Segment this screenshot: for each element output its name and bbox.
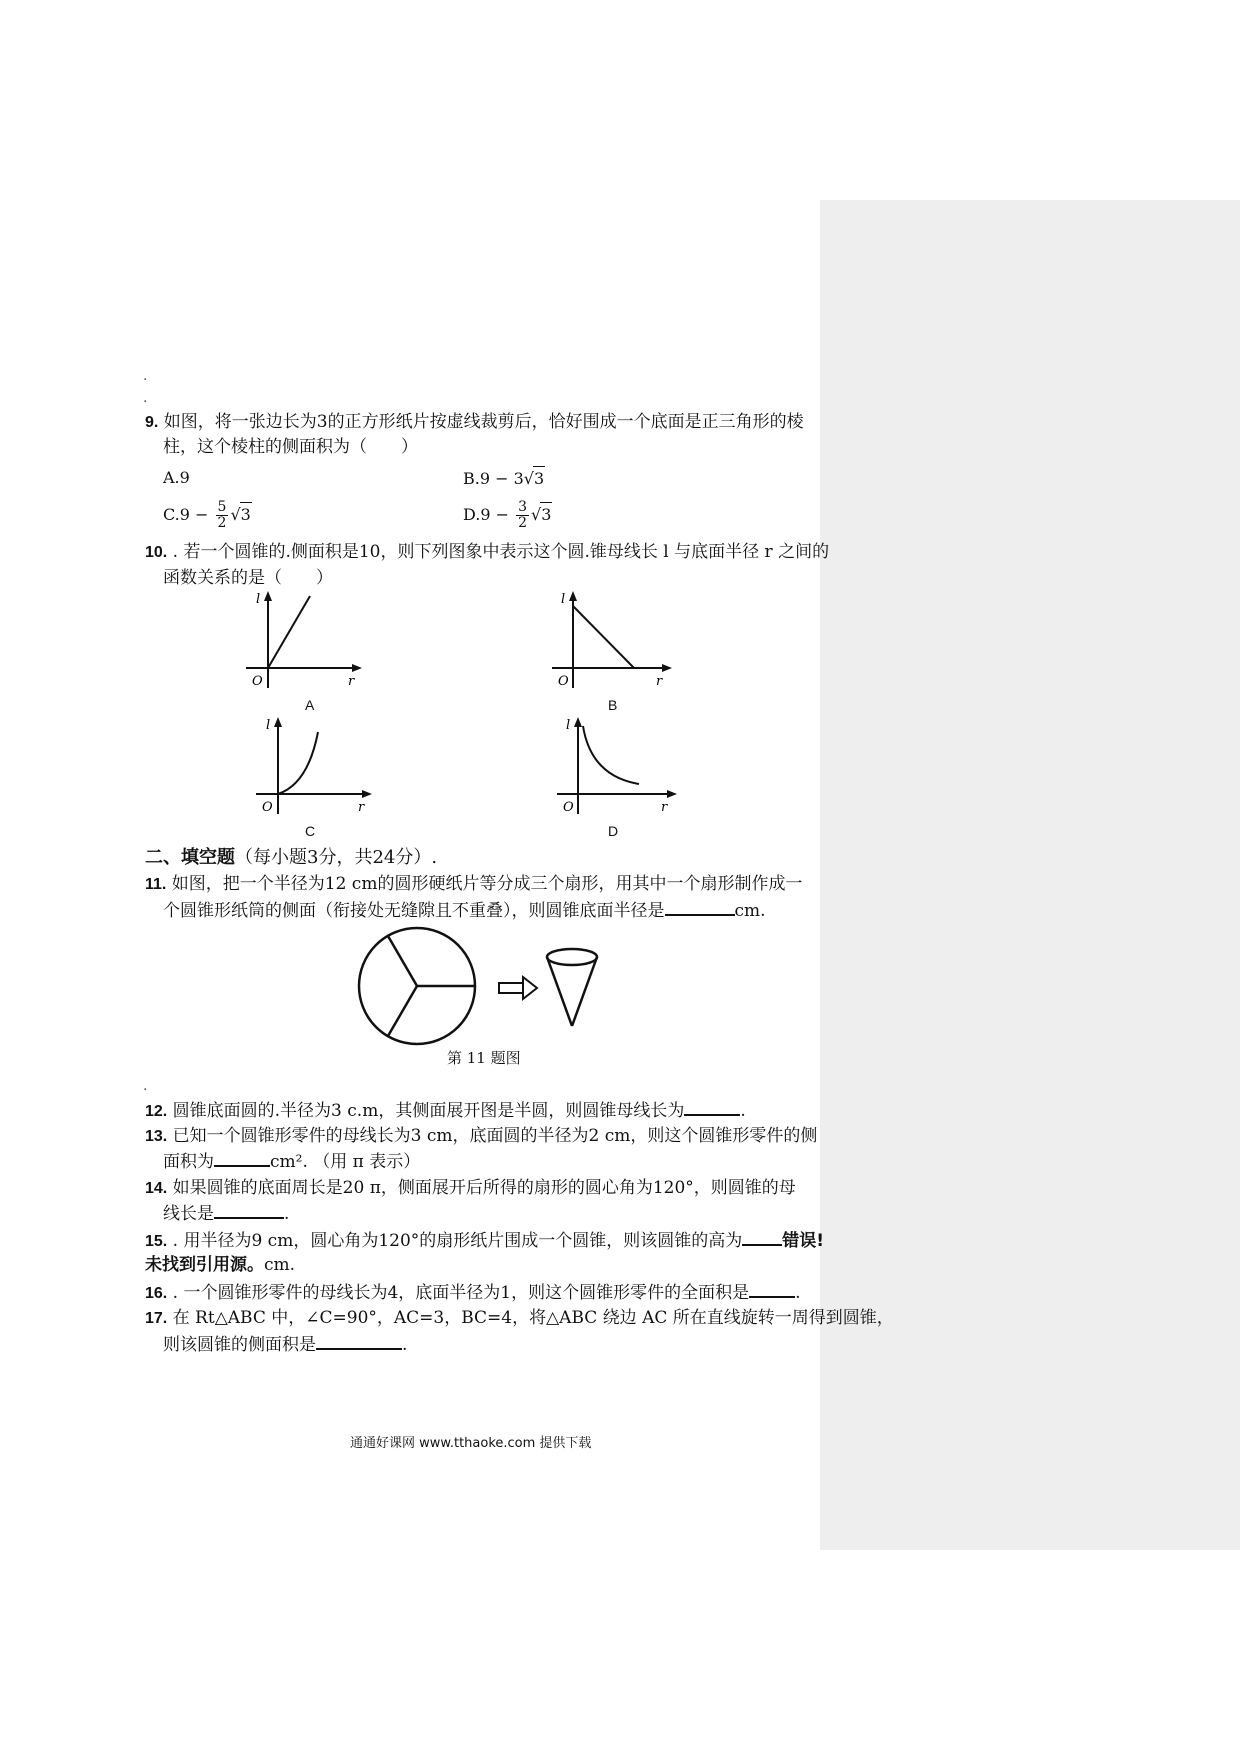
svg-text:l: l [566,718,571,733]
q9-option-d-fraction: $\frac{3}{2}$ [518,499,528,531]
stray-mark: . [143,390,148,406]
q14-line2: 线长是 . [163,1201,289,1226]
svg-text:r: r [348,674,355,689]
q9-line2: 柱，这个棱柱的侧面积为（ ） [163,437,418,457]
q11-line1: 11. 如图，把一个半径为12 cm的圆形硬纸片等分成三个扇形，用其中一个扇形制作成一 [145,874,803,894]
stray-mark: . [143,1078,148,1094]
arrow-right-icon [499,977,537,999]
graph-b-curve [573,606,634,668]
q10-line2: 函数关系的是（ ） [163,568,333,588]
q12-answer-blank [684,1098,740,1116]
q10-line1: 10. . 若一个圆锥的.侧面积是10，则下列图象中表示这个圆.锥母线长 l 与底面半径 r 之间的 [145,542,830,562]
q14-answer-blank [214,1201,284,1219]
svg-text:O: O [563,800,574,815]
svg-text:O: O [252,674,263,689]
q17-line2: 则该圆锥的侧面积是 . [163,1332,407,1357]
q10-graph-a [238,588,368,698]
graph-c-curve [278,732,318,794]
svg-text:O: O [262,800,273,815]
q11-figure-caption: 第 11 题图 [447,1049,521,1067]
q16-line: 16. . 一个圆锥形零件的母线长为4，底面半径为1，则这个圆锥形零件的全面积是 . [145,1280,801,1306]
q10-graph-c [248,714,378,824]
comment-pane [820,200,1240,1550]
q9-option-c-fraction: $\frac{5}{2}$ [217,499,227,531]
svg-text:O: O [558,674,569,689]
q13-line2: 面积为 cm². （用 π 表示） [163,1149,420,1174]
q9-line1: 9. 如图，将一张边长为3的正方形纸片按虚线裁剪后，恰好围成一个底面是正三角形的棱 [145,412,804,432]
svg-text:r: r [358,800,365,815]
svg-text:r: r [656,674,663,689]
q13-line1: 13. 已知一个圆锥形零件的母线长为3 cm，底面圆的半径为2 cm，则这个圆锥形零件的侧 [145,1126,818,1146]
q9-option-a: A.9 [163,468,190,487]
svg-text:l: l [561,592,566,607]
page-footer: 通通好课网 www.tthaoke.com 提供下载 [350,1436,592,1451]
section-fill-in-blank-header: 二、填空题（每小题3分，共24分）. [145,847,438,868]
q17-line1: 17. 在 Rt△ABC 中，∠C=90°，AC=3，BC=4，将△ABC 绕边 AC 所在直线旋转一周得到圆锥， [145,1308,894,1328]
q11-line2: 个圆锥形纸筒的侧面（衔接处无缝隙且不重叠），则圆锥底面半径是 cm. [163,898,766,923]
q10-label-b: B [608,697,618,713]
stray-mark: . [143,368,148,384]
q13-answer-blank [214,1149,270,1167]
q10-label-d: D [608,823,619,839]
q14-line1: 14. 如果圆锥的底面周长是20 π，侧面展开后所得的扇形的圆心角为120°，则圆锥的母 [145,1178,796,1198]
q11-answer-blank [665,898,735,916]
q15-answer-blank [742,1228,782,1246]
q9-option-d: D.9 − $\frac{3}{2}$ √3 [463,499,552,531]
q9-option-c: C.9 − $\frac{5}{2}$ √3 [163,499,251,531]
q10-graph-b [548,588,678,698]
q17-answer-blank [316,1332,402,1350]
graph-a-curve [268,596,310,668]
svg-text:l: l [256,592,261,607]
q15-line2: 未找到引用源。cm. [145,1255,296,1275]
q11-figure [352,925,672,1055]
q16-answer-blank [749,1280,795,1298]
q10-graph-d [553,714,683,824]
graph-d-curve [583,726,639,784]
q10-label-a: A [305,697,315,713]
svg-text:l: l [266,718,271,733]
q15-line1: 15. . 用半径为9 cm，圆心角为120°的扇形纸片围成一个圆锥，则该圆锥的高为 错误! [145,1228,824,1254]
cone-icon [547,949,597,1026]
q12-line: 12. 圆锥底面圆的.半径为3 c.m，其侧面展开图是半圆，则圆锥母线长为 . [145,1098,746,1124]
q10-label-c: C [305,823,316,839]
svg-text:r: r [661,800,668,815]
q9-option-b: B.9 − 3√3 [463,466,545,491]
